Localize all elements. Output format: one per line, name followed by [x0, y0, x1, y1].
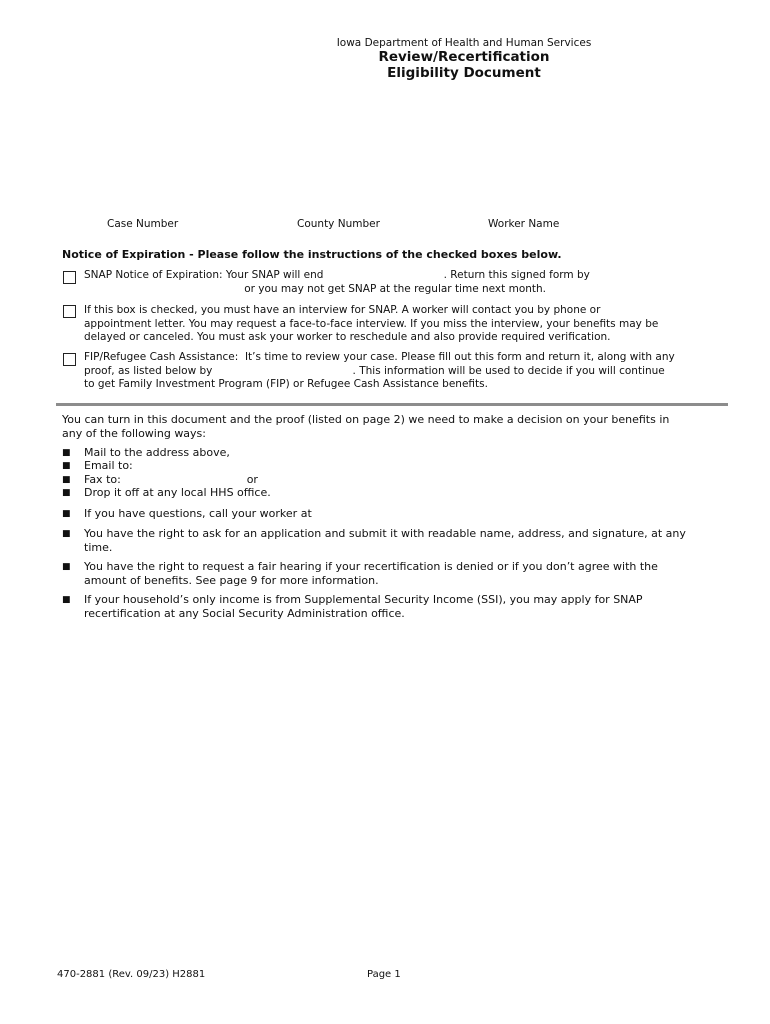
snap-interview-checkbox[interactable] — [63, 305, 76, 318]
bullet-icon: ■ — [62, 461, 71, 471]
info-ssi: If your household’s only income is from Supplemental Security Income (SSI), you may apply for SNAP recertification at any Social Security Administration office. — [84, 593, 643, 620]
worker-name-label: Worker Name — [488, 218, 560, 230]
submission-intro: You can turn in this document and the proof (listed on page 2) we need to make a decision on your benefits in any of the following ways: — [62, 413, 670, 440]
way-mail: Mail to the address above, — [84, 446, 230, 459]
case-number-label: Case Number — [107, 218, 179, 230]
form-subtitle: Eligibility Document — [387, 65, 541, 81]
info-fair-hearing: You have the right to request a fair hearing if your recertification is denied or if you don’t agree with the amount of benefits. See page 9 for more information. — [84, 560, 658, 587]
way-email: Email to: — [84, 459, 133, 472]
snap-interview-text: If this box is checked, you must have an interview for SNAP. A worker will contact you by phone or appointment letter. You may request a face-to-face interview. If you miss the interview, your benefits may be delayed or canceled. You must ask your worker to reschedule and also provide required verification. — [84, 304, 659, 343]
notice-heading: Notice of Expiration - Please follow the instructions of the checked boxes below. — [62, 248, 562, 261]
form-number: 470-2881 (Rev. 09/23) H2881 — [57, 969, 206, 980]
form-title: Review/Recertification — [378, 49, 550, 65]
bullet-icon: ■ — [62, 475, 71, 485]
info-application-right: You have the right to ask for an application and submit it with readable name, address, and signature, at any time. — [84, 527, 686, 554]
bullet-icon: ■ — [62, 562, 71, 572]
section-divider — [56, 403, 728, 406]
page-number: Page 1 — [367, 969, 401, 980]
bullet-icon: ■ — [62, 448, 71, 458]
agency-name: Iowa Department of Health and Human Services — [336, 37, 592, 49]
bullet-icon: ■ — [62, 488, 71, 498]
way-drop-off: Drop it off at any local HHS office. — [84, 486, 271, 499]
bullet-icon: ■ — [62, 509, 71, 519]
bullet-icon: ■ — [62, 529, 71, 539]
info-questions: If you have questions, call your worker at — [84, 507, 312, 520]
fip-refugee-checkbox[interactable] — [63, 353, 76, 366]
way-fax: Fax to: or — [84, 473, 258, 486]
snap-expiration-checkbox[interactable] — [63, 271, 76, 284]
fip-refugee-text: FIP/Refugee Cash Assistance: It’s time to review your case. Please fill out this form and return it, along with any proof, as listed below by . This information will be used to decide if you will continue to get Family Investment Program (FIP) or Refugee Cash Assistance benefits. — [84, 351, 675, 390]
snap-expiration-text: SNAP Notice of Expiration: Your SNAP will end . Return this signed form by or you may not get SNAP at the regular time next month. — [84, 269, 590, 295]
county-number-label: County Number — [297, 218, 380, 230]
bullet-icon: ■ — [62, 595, 71, 605]
